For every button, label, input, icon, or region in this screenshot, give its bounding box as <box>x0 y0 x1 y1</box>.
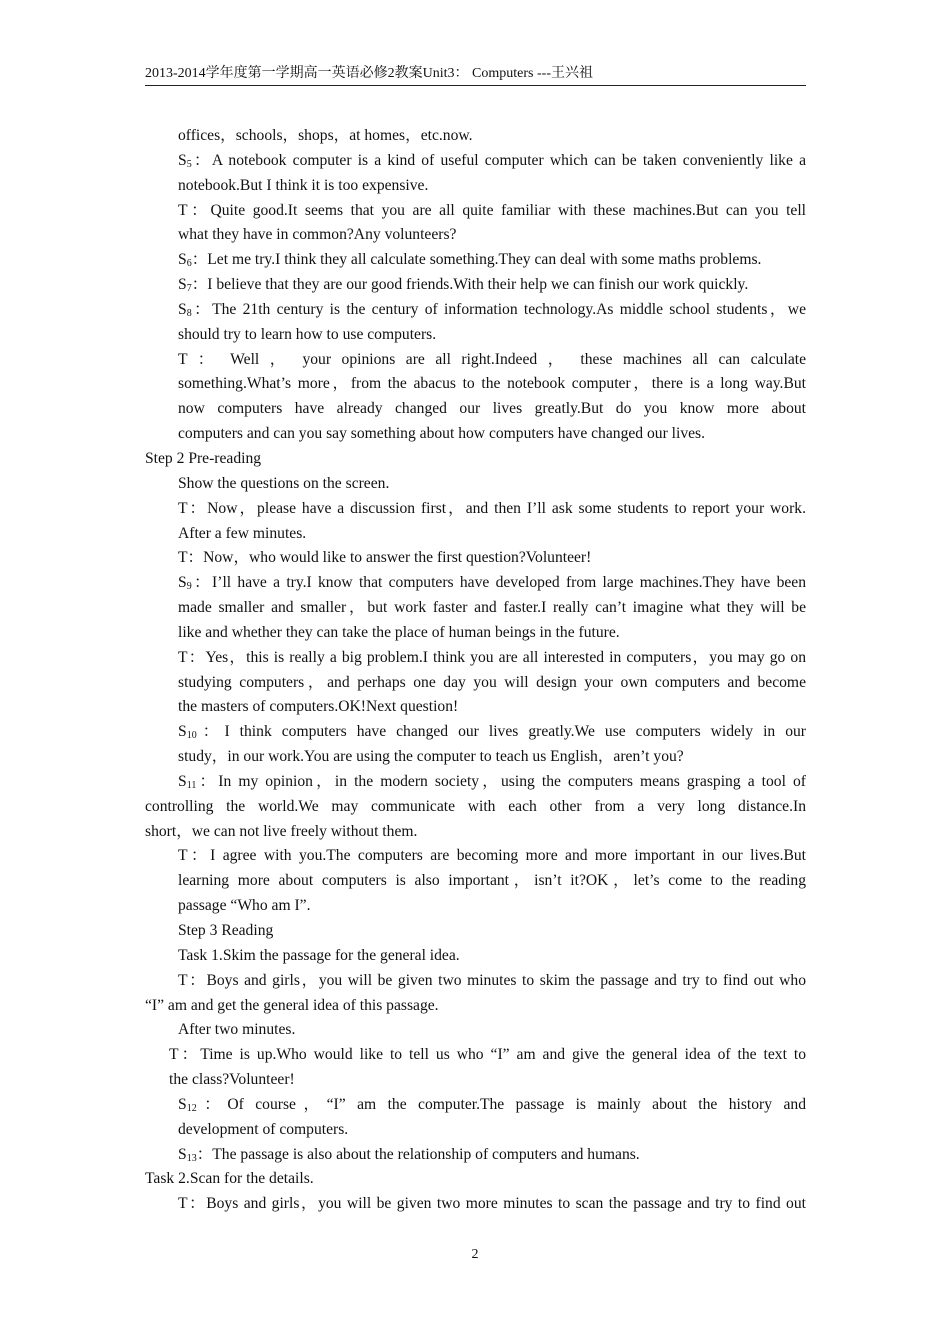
speaker-label: S <box>178 574 187 592</box>
text-line <box>145 695 806 720</box>
line-text: computers and can you say something about how computers have changed our lives. <box>178 425 706 443</box>
line-text: T：Boys and girls，you will be given two minutes to skim the passage and try to find out who <box>178 971 806 989</box>
line-text: notebook.But I think it is too expensive. <box>178 176 429 194</box>
text-line <box>145 1018 806 1043</box>
text-line <box>145 1093 806 1118</box>
line-text: ：The passage is also about the relationship of computers and humans. <box>196 1145 640 1163</box>
speaker-label: S <box>178 1145 187 1163</box>
line-text: Step 3 Reading <box>178 922 274 939</box>
text-line <box>145 944 806 969</box>
line-text: passage “Who am I”. <box>178 897 311 915</box>
text-line <box>145 447 806 472</box>
text-line <box>145 273 806 298</box>
text-line <box>145 223 806 248</box>
text-line <box>145 497 806 522</box>
speaker-label: S <box>178 1095 187 1113</box>
text-line <box>145 919 806 944</box>
header-title: 2013-2014学年度第一学期高一英语必修2教案Unit3： Computers ---王兴祖 <box>145 66 593 81</box>
line-text: ：Let me try.I think they all calculate something.They can deal with some maths problems. <box>191 251 762 269</box>
line-text: the masters of computers.OK!Next question! <box>178 698 459 716</box>
page-number: 2 <box>471 1247 479 1262</box>
text-line <box>145 969 806 994</box>
line-text: T：I agree with you.The computers are becoming more and more important in our lives.But <box>178 847 806 865</box>
text-line <box>145 1043 806 1068</box>
text-line <box>145 199 806 224</box>
text-line <box>145 894 806 919</box>
text-line <box>145 770 806 795</box>
speaker-label: S <box>178 276 187 294</box>
line-text: what they have in common?Any volunteers? <box>178 226 457 244</box>
speaker-number: 12 <box>186 1102 197 1114</box>
speaker-number: 6 <box>186 258 192 270</box>
line-text: ：In my opinion，in the modern society，using the computers means grasping a tool of <box>196 772 806 790</box>
line-text: study，in our work.You are using the computer to teach us English，aren’t you? <box>178 748 684 766</box>
text-line <box>145 1118 806 1143</box>
speaker-number: 7 <box>186 283 192 295</box>
text-line <box>145 397 806 422</box>
line-text: something.What’s more，from the abacus to the notebook computer，there is a long way.But <box>178 375 806 393</box>
text-line <box>145 149 806 174</box>
text-line <box>145 795 806 820</box>
line-text: now computers have already changed our lives greatly.But do you know more about <box>178 400 806 418</box>
text-line <box>145 323 806 348</box>
line-text: Step 2 Pre-reading <box>145 449 262 467</box>
text-line <box>145 348 806 373</box>
text-line <box>145 720 806 745</box>
line-text: Show the questions on the screen. <box>178 474 390 492</box>
line-text: ：The 21th century is the century of information technology.As middle school students，we <box>191 300 806 318</box>
line-text: T：Quite good.It seems that you are all quite familiar with these machines.But can you tell <box>178 201 806 219</box>
line-text: T：Yes，this is really a big problem.I think you are all interested in computers，you may go on <box>178 648 806 666</box>
line-text: T：Now，who would like to answer the first question?Volunteer! <box>178 549 592 567</box>
line-text: the class?Volunteer! <box>169 1071 295 1089</box>
text-line <box>145 422 806 447</box>
line-text: ：I believe that they are our good friends.With their help we can finish our work quickly. <box>191 276 749 294</box>
speaker-number: 5 <box>186 158 192 170</box>
text-line <box>145 372 806 397</box>
speaker-number: 11 <box>186 779 197 791</box>
document-body <box>145 124 806 1217</box>
text-line <box>145 646 806 671</box>
line-text: Task 1.Skim the passage for the general idea. <box>178 946 460 964</box>
speaker-number: 13 <box>186 1152 197 1164</box>
text-line <box>145 1192 806 1217</box>
line-text: controlling the world.We may communicate with each other from a very long distance.In <box>145 797 806 815</box>
speaker-label: S <box>178 300 187 318</box>
text-line <box>145 621 806 646</box>
page-header <box>145 64 806 86</box>
line-text: “I” am and get the general idea of this passage. <box>145 996 439 1014</box>
text-line <box>145 994 806 1019</box>
text-line <box>145 472 806 497</box>
line-text: should try to learn how to use computers. <box>178 325 437 343</box>
text-line <box>145 248 806 273</box>
text-line <box>145 820 806 845</box>
text-line <box>145 596 806 621</box>
line-text: ：I think computers have changed our lives greatly.We use computers widely in our <box>196 723 806 741</box>
text-line <box>145 546 806 571</box>
line-text: studying computers，and perhaps one day you will design your own computers and become <box>178 673 806 691</box>
line-text: T：Boys and girls，you will be given two more minutes to scan the passage and try to find out <box>178 1195 806 1213</box>
line-text: offices，schools，shops，at homes，etc.now. <box>178 127 473 144</box>
text-line <box>145 844 806 869</box>
text-line <box>145 745 806 770</box>
text-line <box>145 1167 806 1192</box>
text-line <box>145 298 806 323</box>
line-text: T：Now，please have a discussion first，and then I’ll ask some students to report your work. <box>178 499 806 517</box>
line-text: learning more about computers is also important，isn’t it?OK，let’s come to the reading <box>178 872 806 890</box>
line-text: short，we can not live freely without them. <box>145 822 418 840</box>
line-text: After two minutes. <box>178 1021 296 1039</box>
speaker-label: S <box>178 772 187 790</box>
line-text: ：A notebook computer is a kind of useful computer which can be taken conveniently like a <box>191 151 806 169</box>
line-text: ：I’ll have a try.I know that computers have developed from large machines.They have been <box>191 574 806 592</box>
text-line <box>145 522 806 547</box>
line-text: ：Of course，“I” am the computer.The passage is mainly about the history and <box>196 1095 806 1113</box>
line-text: T：Time is up.Who would like to tell us who “I” am and give the general idea of the text to <box>169 1046 806 1064</box>
text-line <box>145 174 806 199</box>
line-text: like and whether they can take the place of human beings in the future. <box>178 623 620 641</box>
speaker-label: S <box>178 151 187 169</box>
line-text: Task 2.Scan for the details. <box>145 1170 314 1188</box>
speaker-label: S <box>178 723 187 741</box>
text-line <box>145 124 806 149</box>
text-line <box>145 571 806 596</box>
line-text: T ： Well ， your opinions are all right.Indeed ， these machines all can calculate <box>178 350 806 368</box>
line-text: made smaller and smaller，but work faster and faster.I really can’t imagine what they will be <box>178 599 806 617</box>
speaker-number: 9 <box>186 581 192 593</box>
text-line <box>145 869 806 894</box>
speaker-number: 10 <box>186 730 197 742</box>
line-text: After a few minutes. <box>178 524 307 542</box>
line-text: development of computers. <box>178 1120 349 1138</box>
speaker-label: S <box>178 251 187 269</box>
text-line <box>145 1068 806 1093</box>
text-line <box>145 671 806 696</box>
speaker-number: 8 <box>186 307 192 319</box>
text-line <box>145 1143 806 1168</box>
